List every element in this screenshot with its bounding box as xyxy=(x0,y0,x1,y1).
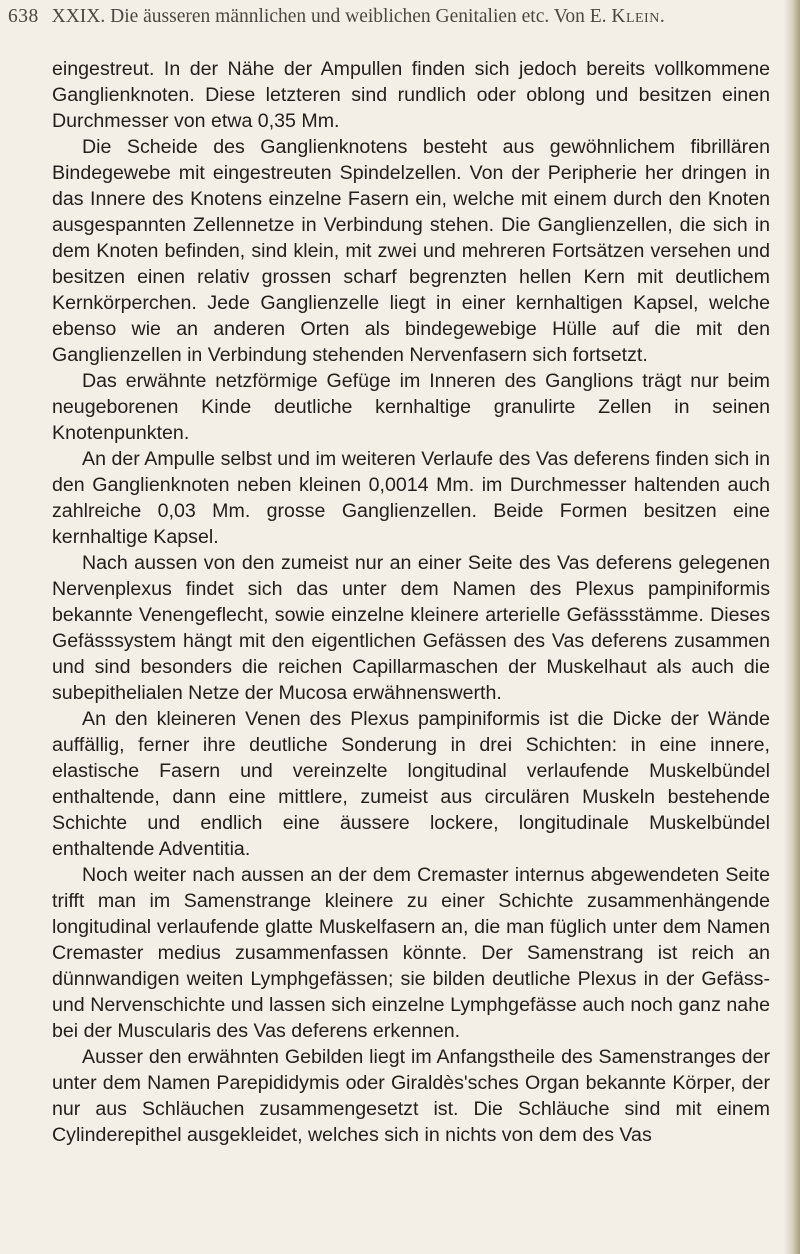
paragraph-3: Das erwähnte netzförmige Gefüge im Inneren des Ganglions trägt nur beim neugeborenen Kinde deutliche kernhaltige granulirte Zellen in seinen Knotenpunkten. xyxy=(52,370,770,444)
paragraph-8: Ausser den erwähnten Gebilden liegt im Anfangstheile des Samenstranges der unter dem Namen Parepididymis oder Giraldès'sches Organ bekannte Körper, der nur aus Schläuchen zusammengesetzt ist. Die Schläuche sind mit einem Cylinderepithel ausgekleidet, welches sich in nichts von dem des Vas xyxy=(52,1046,770,1146)
paragraph-1: eingestreut. In der Nähe der Ampullen finden sich jedoch bereits vollkommene Ganglienknoten. Diese letzteren sind rundlich oder oblong und besitzen einen Durchmesser von etwa 0,35 Mm. xyxy=(52,58,770,132)
paragraph-5: Nach aussen von den zumeist nur an einer Seite des Vas deferens gelegenen Nervenplexus findet sich das unter dem Namen des Plexus pampiniformis bekannte Venengeflecht, sowie einzelne kleinere arterielle Gefässstämme. Dieses Gefässsystem hängt mit den eigentlichen Gefässen des Vas deferens zusammen und sind besonders die reichen Capillarmaschen der Muskelhaut als auch die subepithelialen Netze der Mucosa erwähnenswerth. xyxy=(52,552,770,704)
running-title: XXIX. Die äusseren männlichen und weiblichen Genitalien etc. Von E. xyxy=(51,6,607,27)
page-edge-shadow xyxy=(784,0,800,1254)
running-author: Klein. xyxy=(611,6,666,27)
paragraph-6: An den kleineren Venen des Plexus pampiniformis ist die Dicke der Wände auffällig, ferner ihre deutliche Sonderung in drei Schichten: in eine innere, elastische Fasern und vereinzelte longitudinal verlaufende Muskelbündel enthaltende, dann eine mittlere, zumeist aus circulären Muskeln bestehende Schichte und endlich eine äussere lockere, longitudinale Muskelbündel enthaltende Adventitia. xyxy=(52,708,770,860)
paragraph-4: An der Ampulle selbst und im weiteren Verlaufe des Vas deferens finden sich in den Ganglienknoten neben kleinen 0,0014 Mm. im Durchmesser haltenden auch zahlreiche 0,03 Mm. grosse Ganglienzellen. Beide Formen besitzen eine kernhaltige Kapsel. xyxy=(52,448,770,548)
paragraph-2: Die Scheide des Ganglienknotens besteht aus gewöhnlichem fibrillären Bindegewebe mit eingestreuten Spindelzellen. Von der Peripherie her dringen in das Innere des Knotens einzelne Fasern ein, welche mit einem durch den Knoten ausgespannten Zellennetze in Verbindung stehen. Die Ganglienzellen, die sich in dem Knoten befinden, sind klein, mit zwei und mehreren Fortsätzen versehen und besitzen einen relativ grossen scharf begrenzten hellen Kern mit deutlichem Kernkörperchen. Jede Ganglienzelle liegt in einer kernhaltigen Kapsel, welche ebenso wie an anderen Orten als bindegewebige Hülle auf die mit den Ganglienzellen in Verbindung stehenden Nervenfasern sich fortsetzt. xyxy=(52,136,770,366)
page-number: 638 xyxy=(8,6,39,27)
body-text xyxy=(52,56,770,1148)
running-header xyxy=(8,6,778,46)
paragraph-7: Noch weiter nach aussen an der dem Cremaster internus abgewendeten Seite trifft man im Samenstrange kleinere zu einer Schichte zusammenhängende longitudinal verlaufende glatte Muskelfasern an, die man füglich unter dem Namen Cremaster medius zusammenfassen könnte. Der Samenstrang ist reich an dünnwandigen weiten Lymphgefässen; sie bilden deutliche Plexus in der Gefäss- und Nervenschichte und lassen sich einzelne Lymphgefässe auch noch ganz nahe bei der Muscularis des Vas deferens erkennen. xyxy=(52,864,770,1042)
